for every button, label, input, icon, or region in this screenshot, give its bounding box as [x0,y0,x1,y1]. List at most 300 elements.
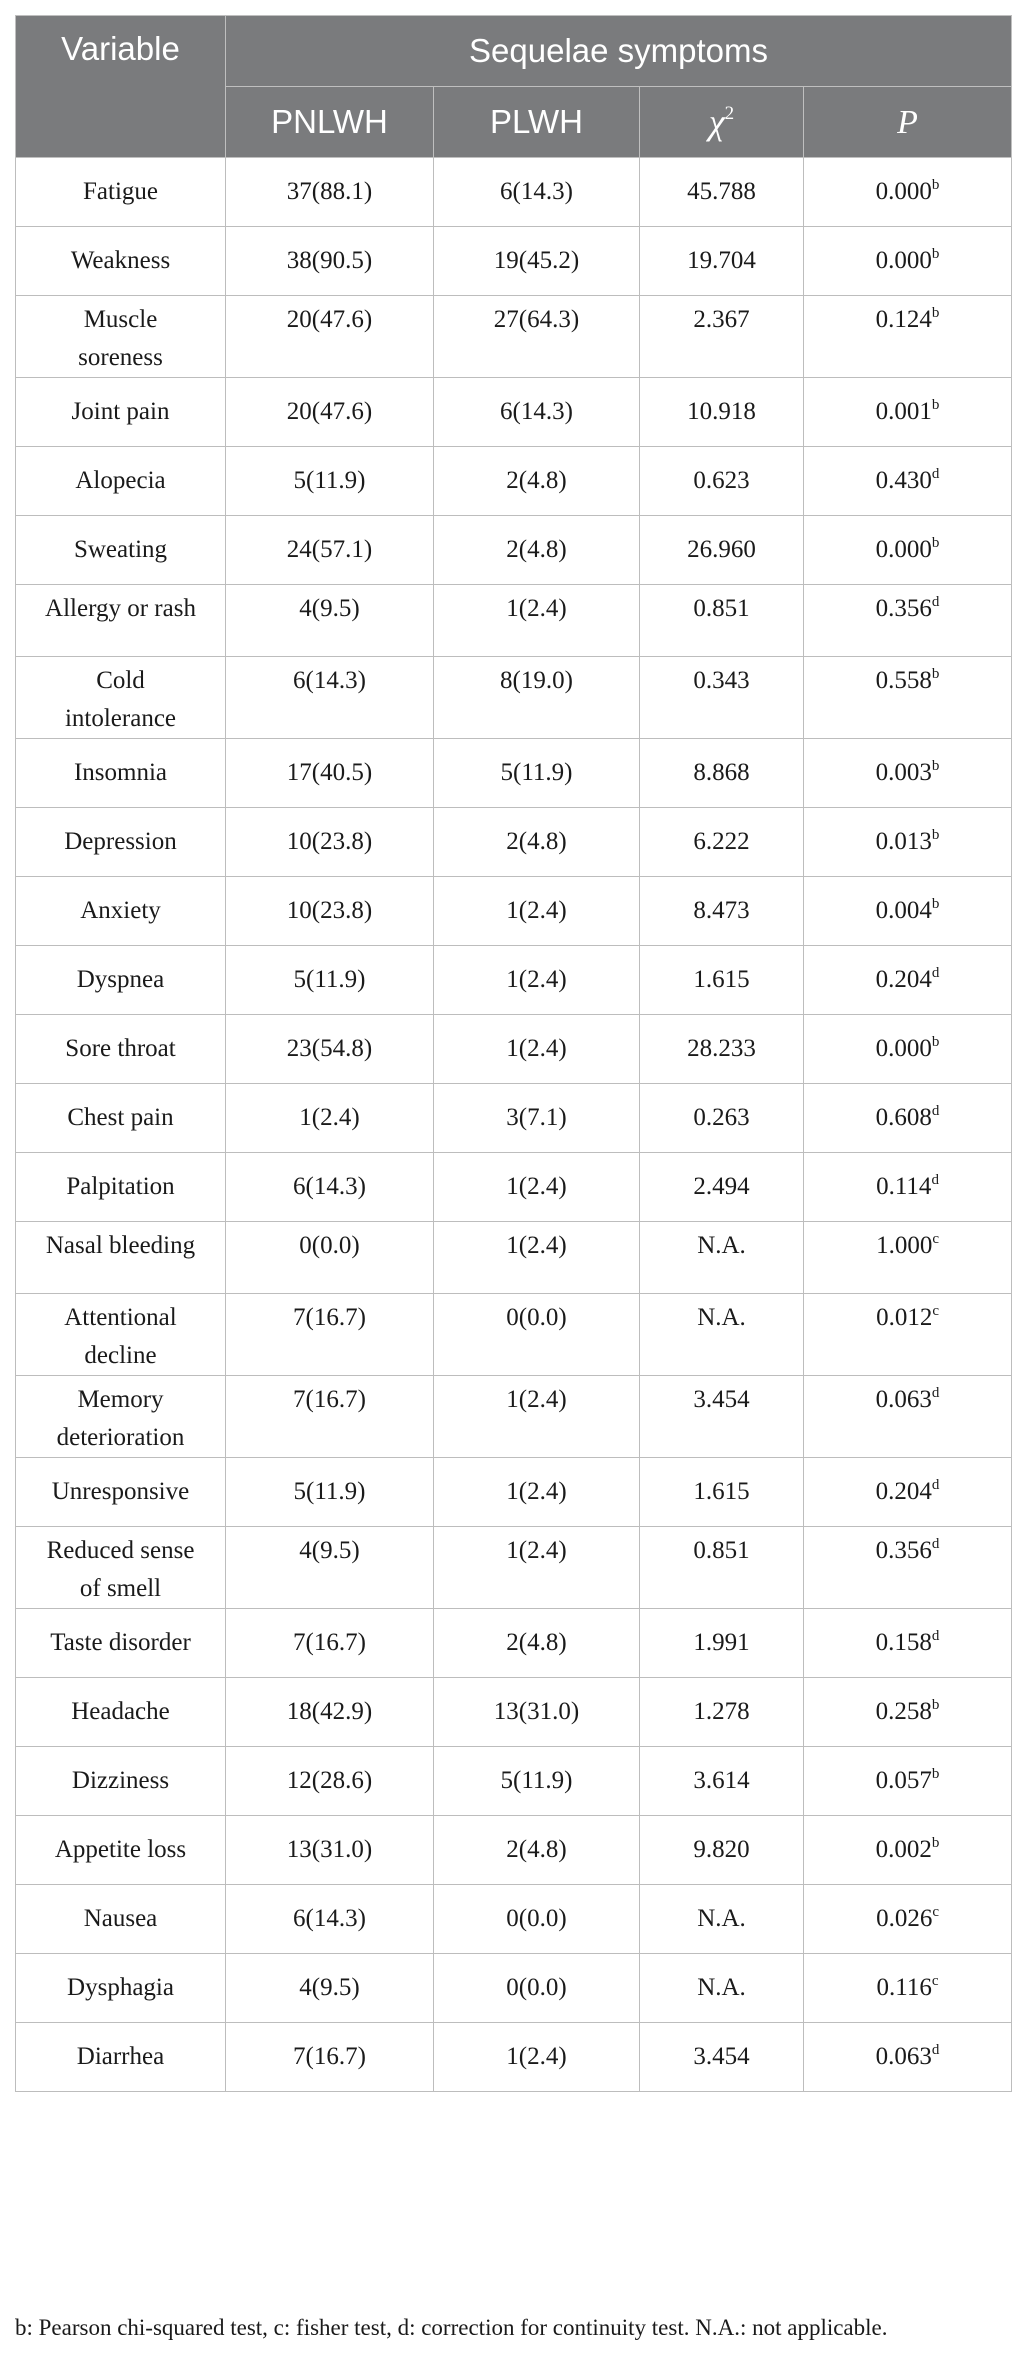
pnlwh-cell-text: 5(11.9) [293,467,366,494]
p-value-text: 0.003 [875,759,932,786]
variable-cell-text: Appetite loss [54,1836,187,1863]
variable-cell-text: Alopecia [75,467,166,494]
chi2-cell [640,877,804,946]
pnlwh-cell-text: 20(47.6) [286,398,373,425]
plwh-cell [434,1376,640,1458]
plwh-cell [434,2023,640,2092]
p-value-text: 0.000 [875,178,932,205]
p-value-text: 0.430 [875,467,932,494]
plwh-cell-text: 6(14.3) [500,178,573,205]
plwh-cell [434,1458,640,1527]
variable-cell [16,1747,226,1816]
plwh-cell [434,296,640,378]
table-row [16,296,1012,378]
table-row [16,158,1012,227]
p-value-cell [804,1153,1012,1222]
variable-cell-text: Cold intolerance [64,667,177,732]
chi2-cell-text: 2.494 [693,1173,750,1200]
table-row [16,378,1012,447]
plwh-cell [434,516,640,585]
variable-cell-text: Chest pain [67,1104,174,1131]
variable-cell-text: Depression [64,828,177,855]
variable-cell [16,1015,226,1084]
chi2-cell-text: 28.233 [687,1035,756,1062]
chi2-cell-text: 9.820 [693,1836,750,1863]
variable-cell [16,1816,226,1885]
chi2-cell-text: 1.278 [693,1698,750,1725]
plwh-cell-text: 1(2.4) [506,1232,567,1259]
pnlwh-cell [226,657,434,739]
chi2-cell [640,1885,804,1954]
plwh-cell-text: 13(31.0) [493,1698,580,1725]
chi2-cell [640,739,804,808]
pnlwh-cell [226,946,434,1015]
variable-cell-text: Anxiety [80,897,161,924]
p-value-cell [804,158,1012,227]
chi2-cell-text: 3.454 [693,2043,750,2070]
plwh-cell-text: 0(0.0) [506,1304,567,1331]
plwh-cell-text: 8(19.0) [500,667,573,694]
variable-cell [16,946,226,1015]
header-plwh: PLWH [434,87,640,158]
plwh-cell-text: 1(2.4) [506,1537,567,1564]
pnlwh-cell-text: 24(57.1) [286,536,373,563]
plwh-cell [434,946,640,1015]
plwh-cell-text: 0(0.0) [506,1905,567,1932]
pnlwh-cell [226,158,434,227]
p-value-superscript: d [931,1628,940,1644]
variable-cell [16,877,226,946]
table-row [16,1015,1012,1084]
p-value-text: 0.116 [876,1974,932,2001]
sequelae-table-container [15,15,1011,2092]
table-row [16,447,1012,516]
chi2-cell [640,1376,804,1458]
p-value-text: 0.124 [875,306,932,333]
variable-cell-text: Weakness [70,247,171,274]
variable-cell-text: Sore throat [65,1035,176,1062]
chi2-cell-text: 0.263 [693,1104,750,1131]
variable-cell-text: Fatigue [83,178,158,205]
pnlwh-cell-text: 10(23.8) [286,897,373,924]
table-body [16,158,1012,2092]
p-value-text: 0.063 [875,1386,932,1413]
p-value-cell [804,227,1012,296]
plwh-cell [434,1527,640,1609]
chi2-cell-text: 2.367 [693,306,750,333]
pnlwh-cell-text: 5(11.9) [293,1478,366,1505]
p-value-superscript: b [931,758,940,774]
table-row [16,1222,1012,1294]
chi2-cell-text: 0.851 [693,595,750,622]
p-value-superscript: d [931,1536,940,1552]
pnlwh-cell-text: 6(14.3) [293,1905,366,1932]
p-value-text: 0.063 [875,2043,932,2070]
plwh-cell-text: 2(4.8) [506,1629,567,1656]
pnlwh-cell-text: 13(31.0) [286,1836,373,1863]
variable-cell [16,1678,226,1747]
pnlwh-cell [226,1885,434,1954]
table-row [16,1527,1012,1609]
p-value-superscript: b [931,1034,940,1050]
plwh-cell [434,158,640,227]
variable-cell-text: Palpitation [66,1173,175,1200]
table-row [16,227,1012,296]
plwh-cell-text: 2(4.8) [506,828,567,855]
variable-cell [16,1609,226,1678]
variable-cell [16,378,226,447]
p-value-text: 0.258 [875,1698,932,1725]
pnlwh-cell [226,1609,434,1678]
chi2-cell [640,1816,804,1885]
p-value-cell [804,1458,1012,1527]
table-row [16,808,1012,877]
p-value-superscript: b [931,177,940,193]
variable-cell [16,1084,226,1153]
chi2-cell-text: 0.851 [693,1537,750,1564]
plwh-cell [434,447,640,516]
pnlwh-cell-text: 1(2.4) [299,1104,360,1131]
table-row [16,657,1012,739]
pnlwh-cell-text: 38(90.5) [286,247,373,274]
chi2-cell [640,1294,804,1376]
pnlwh-cell [226,447,434,516]
p-value-cell [804,296,1012,378]
chi2-cell [640,1153,804,1222]
pnlwh-cell-text: 4(9.5) [299,595,360,622]
p-value-cell [804,447,1012,516]
p-value-cell [804,808,1012,877]
variable-cell [16,1294,226,1376]
variable-cell [16,585,226,657]
p-value-cell [804,1084,1012,1153]
table-row [16,1885,1012,1954]
p-value-text: 0.356 [875,1537,932,1564]
p-value-cell [804,378,1012,447]
p-value-cell [804,946,1012,1015]
p-value-superscript: d [931,1103,940,1119]
chi2-cell-text: 19.704 [687,247,756,274]
p-value-text: 0.114 [876,1173,932,1200]
table-row [16,1153,1012,1222]
p-value-text: 0.012 [876,1304,933,1331]
header-variable: Variable [16,16,226,158]
table-row [16,739,1012,808]
plwh-cell [434,1747,640,1816]
p-value-text: 0.002 [875,1836,932,1863]
chi2-cell [640,296,804,378]
chi2-cell [640,158,804,227]
p-value-cell [804,585,1012,657]
chi2-cell-text: 8.868 [693,759,750,786]
plwh-cell-text: 6(14.3) [500,398,573,425]
chi2-cell [640,585,804,657]
chi2-cell-text: 1.615 [693,966,750,993]
variable-cell [16,1954,226,2023]
p-value-cell [804,1678,1012,1747]
pnlwh-cell [226,1376,434,1458]
p-value-superscript: b [931,397,940,413]
plwh-cell [434,877,640,946]
p-value-cell [804,1527,1012,1609]
chi2-cell-text: 6.222 [693,828,750,855]
p-value-text: 0.004 [875,897,932,924]
p-value-text: 0.001 [875,398,932,425]
p-value-superscript: b [931,896,940,912]
pnlwh-cell [226,516,434,585]
p-value-superscript: d [931,1477,940,1493]
pnlwh-cell [226,1222,434,1294]
p-value-text: 0.204 [875,1478,932,1505]
chi2-cell-text: 3.614 [693,1767,750,1794]
variable-cell [16,808,226,877]
chi2-cell [640,946,804,1015]
variable-cell [16,1458,226,1527]
pnlwh-cell [226,1015,434,1084]
p-value-superscript: b [931,666,940,682]
chi2-cell [640,1222,804,1294]
variable-cell [16,296,226,378]
pnlwh-cell-text: 0(0.0) [299,1232,360,1259]
plwh-cell-text: 27(64.3) [493,306,580,333]
pnlwh-cell-text: 4(9.5) [299,1974,360,2001]
chi-symbol: χ [708,102,725,142]
p-value-text: 0.057 [875,1767,932,1794]
plwh-cell [434,1015,640,1084]
pnlwh-cell [226,1153,434,1222]
plwh-cell-text: 1(2.4) [506,1386,567,1413]
pnlwh-cell [226,739,434,808]
p-value-superscript: b [931,1697,940,1713]
p-value-text: 0.356 [875,595,932,622]
variable-cell [16,657,226,739]
plwh-cell-text: 1(2.4) [506,2043,567,2070]
chi2-cell-text: 10.918 [687,398,756,425]
plwh-cell-text: 1(2.4) [506,897,567,924]
chi2-cell-text: 0.343 [693,667,750,694]
chi2-cell-text: 26.960 [687,536,756,563]
table-row [16,2023,1012,2092]
pnlwh-cell [226,296,434,378]
p-value-text: 0.000 [875,1035,932,1062]
p-value-text: 0.158 [875,1629,932,1656]
p-value-cell [804,739,1012,808]
p-value-superscript: c [932,1303,939,1319]
table-row [16,1816,1012,1885]
variable-cell [16,1222,226,1294]
p-value-text: 0.608 [875,1104,932,1131]
plwh-cell [434,1294,640,1376]
variable-cell [16,516,226,585]
plwh-cell [434,1153,640,1222]
chi2-cell [640,808,804,877]
plwh-cell-text: 1(2.4) [506,1478,567,1505]
variable-cell [16,1376,226,1458]
plwh-cell-text: 1(2.4) [506,1035,567,1062]
p-value-superscript: c [932,1904,939,1920]
p-value-cell [804,1294,1012,1376]
chi2-cell-text: 1.991 [693,1629,750,1656]
p-value-text: 0.204 [875,966,932,993]
variable-cell-text: Allergy or rash [45,595,196,622]
p-value-cell [804,1954,1012,2023]
pnlwh-cell-text: 6(14.3) [293,667,366,694]
p-value-superscript: b [931,246,940,262]
chi2-cell-text: N.A. [697,1304,746,1331]
table-row [16,1954,1012,2023]
p-value-superscript: b [931,827,940,843]
pnlwh-cell-text: 7(16.7) [293,2043,366,2070]
p-value-cell [804,1015,1012,1084]
p-value-cell [804,1222,1012,1294]
pnlwh-cell [226,2023,434,2092]
table-row [16,1084,1012,1153]
header-chi-squared [640,87,804,158]
pnlwh-cell-text: 12(28.6) [286,1767,373,1794]
pnlwh-cell [226,378,434,447]
p-value-superscript: c [932,1231,939,1247]
chi2-cell [640,1458,804,1527]
table-row [16,946,1012,1015]
p-value-text: 0.013 [875,828,932,855]
variable-cell-text: Dizziness [71,1767,170,1794]
table-row [16,1678,1012,1747]
table-row [16,877,1012,946]
p-value-cell [804,1609,1012,1678]
variable-cell [16,739,226,808]
table-row [16,1609,1012,1678]
variable-cell-text: Headache [71,1698,170,1725]
chi2-cell [640,1678,804,1747]
table-header [16,16,1012,158]
chi2-cell-text: 45.788 [687,178,756,205]
pnlwh-cell-text: 7(16.7) [293,1304,366,1331]
pnlwh-cell [226,1458,434,1527]
table-row [16,1294,1012,1376]
plwh-cell-text: 1(2.4) [506,966,567,993]
table-footnote: b: Pearson chi-squared test, c: fisher test, d: correction for continuity test. N.A.: not applicable. [15,2315,888,2340]
p-value-superscript: d [931,2042,940,2058]
variable-cell-text: Sweating [73,536,168,563]
p-value-cell [804,1816,1012,1885]
plwh-cell [434,585,640,657]
pnlwh-cell-text: 7(16.7) [293,1386,366,1413]
p-value-cell [804,1885,1012,1954]
p-value-text: 0.000 [875,536,932,563]
p-value-superscript: d [931,1385,940,1401]
variable-cell-text: Nasal bleeding [45,1232,196,1259]
variable-cell-text: Diarrhea [76,2043,165,2070]
plwh-cell-text: 5(11.9) [500,1767,573,1794]
plwh-cell [434,378,640,447]
header-pnlwh: PNLWH [226,87,434,158]
pnlwh-cell-text: 5(11.9) [293,966,366,993]
chi2-cell [640,1084,804,1153]
pnlwh-cell-text: 20(47.6) [286,306,373,333]
p-value-superscript: b [931,1835,940,1851]
pnlwh-cell-text: 17(40.5) [286,759,373,786]
pnlwh-cell-text: 18(42.9) [286,1698,373,1725]
p-value-superscript: d [931,965,940,981]
sequelae-symptoms-table [15,15,1012,2092]
plwh-cell [434,1816,640,1885]
p-value-superscript: b [931,305,940,321]
pnlwh-cell [226,1954,434,2023]
pnlwh-cell [226,877,434,946]
chi2-cell-text: 3.454 [693,1386,750,1413]
variable-cell [16,1885,226,1954]
chi2-cell [640,657,804,739]
pnlwh-cell [226,585,434,657]
chi2-cell [640,1527,804,1609]
pnlwh-cell-text: 7(16.7) [293,1629,366,1656]
plwh-cell [434,808,640,877]
plwh-cell-text: 3(7.1) [506,1104,567,1131]
chi2-cell [640,1747,804,1816]
chi2-cell-text: N.A. [697,1974,746,2001]
chi2-cell-text: 8.473 [693,897,750,924]
p-value-superscript: d [931,1172,939,1188]
plwh-cell [434,227,640,296]
plwh-cell [434,739,640,808]
variable-cell-text: Joint pain [71,398,170,425]
p-value-text: 0.558 [875,667,932,694]
p-value-superscript: c [931,1973,939,1989]
chi2-cell [640,1015,804,1084]
p-value-cell [804,1376,1012,1458]
header-sequelae-symptoms: Sequelae symptoms [226,16,1012,87]
chi2-cell [640,378,804,447]
pnlwh-cell [226,227,434,296]
p-value-superscript: d [931,466,940,482]
pnlwh-cell-text: 10(23.8) [286,828,373,855]
variable-cell-text: Nausea [83,1905,158,1932]
variable-cell-text: Dyspnea [76,966,165,993]
chi2-cell [640,1609,804,1678]
chi-exponent: 2 [724,103,735,124]
pnlwh-cell [226,1294,434,1376]
p-value-cell [804,2023,1012,2092]
p-value-text: 0.026 [876,1905,933,1932]
p-value-cell [804,1747,1012,1816]
variable-cell-text: Reduced sense of smell [46,1537,195,1602]
variable-cell [16,1527,226,1609]
plwh-cell-text: 1(2.4) [506,595,567,622]
plwh-cell-text: 0(0.0) [506,1974,567,2001]
variable-cell-text: Unresponsive [51,1478,190,1505]
plwh-cell [434,1954,640,2023]
pnlwh-cell [226,1084,434,1153]
plwh-cell [434,1084,640,1153]
pnlwh-cell-text: 4(9.5) [299,1537,360,1564]
p-symbol: P [897,103,918,141]
pnlwh-cell [226,808,434,877]
header-p-value [804,87,1012,158]
variable-cell-text: Taste disorder [50,1629,191,1656]
chi2-cell [640,447,804,516]
variable-cell-text: Muscle soreness [78,306,163,371]
variable-cell-text: Memory deterioration [56,1386,185,1451]
p-value-superscript: b [931,1766,940,1782]
pnlwh-cell-text: 23(54.8) [286,1035,373,1062]
table-row [16,516,1012,585]
chi2-cell [640,516,804,585]
variable-cell-text: Dysphagia [67,1974,174,2001]
pnlwh-cell-text: 6(14.3) [293,1173,366,1200]
variable-cell-text: Insomnia [73,759,168,786]
plwh-cell [434,657,640,739]
variable-cell [16,2023,226,2092]
